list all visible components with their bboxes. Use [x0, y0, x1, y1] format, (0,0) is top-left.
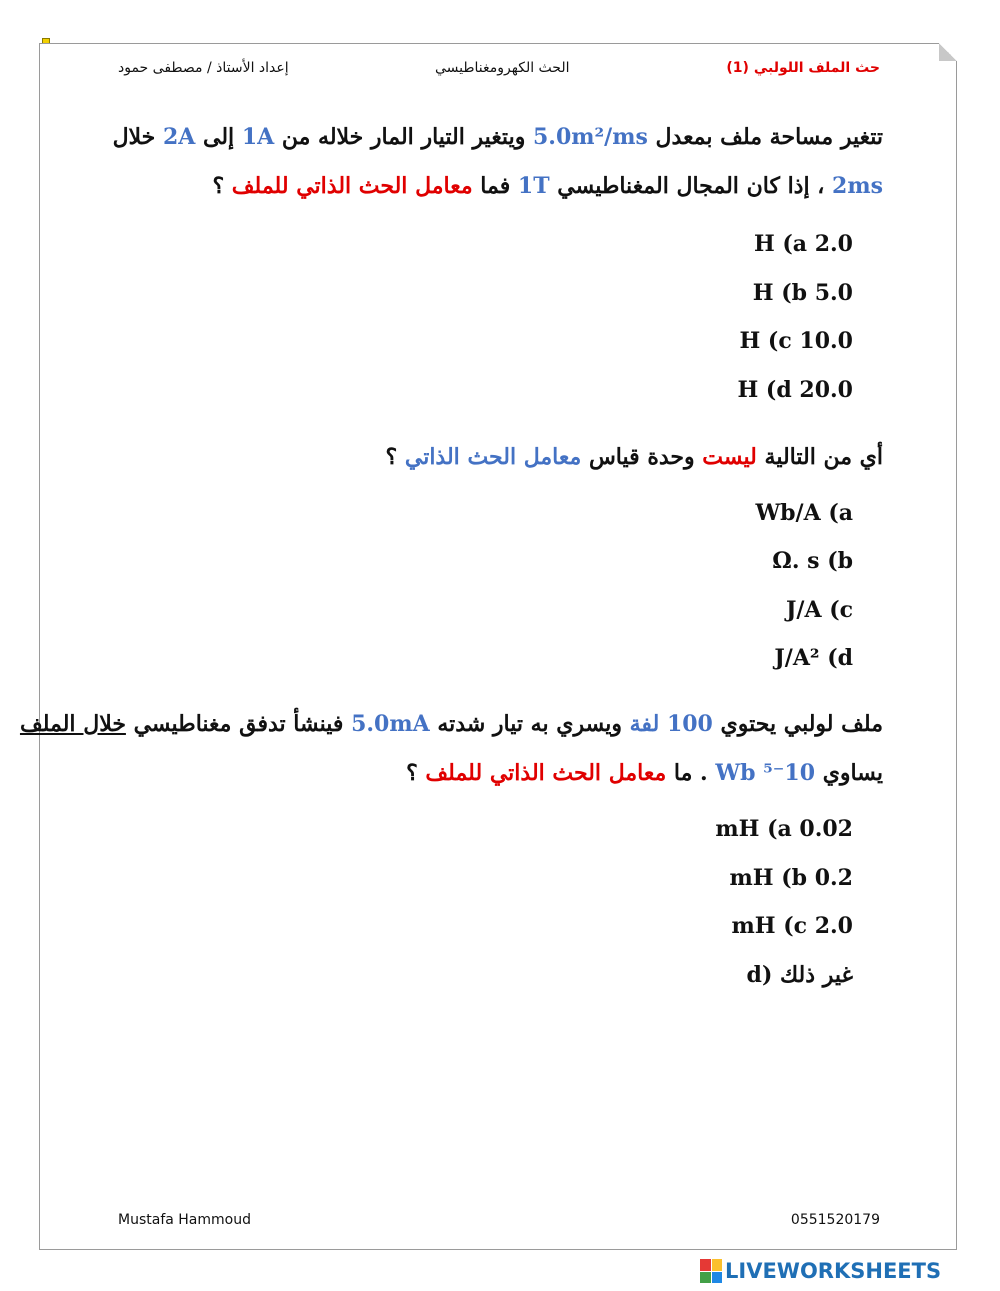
q1-value-current-start: 1A [241, 124, 275, 150]
q1-option-a[interactable]: 2.0 H (a [753, 231, 853, 257]
q3-text: فينشأ تدفق مغناطيسي [125, 711, 352, 737]
q3-highlight: معامل الحث الذاتي للملف [425, 760, 667, 786]
q3-value-turns: 100 لفة [629, 711, 713, 737]
question-2 [386, 433, 883, 482]
q1-value-field: 1T [517, 173, 550, 199]
header-title: حث الملف اللولبي (1) [726, 60, 880, 76]
liveworksheets-brand [700, 1258, 992, 1284]
q1-text: إلى [195, 124, 242, 150]
q1-text: تتغير مساحة ملف بمعدل [647, 124, 883, 150]
q3-value-current: 5.0mA [351, 711, 430, 737]
q2-option-a[interactable]: Wb/A (a [755, 500, 853, 526]
q1-option-b[interactable]: 5.0 H (b [752, 280, 853, 306]
page-fold-corner [939, 43, 957, 61]
question-1 [113, 113, 883, 211]
logo-square-green [700, 1272, 711, 1284]
q2-option-b[interactable]: Ω. s (b [772, 548, 853, 574]
header-author: إعداد الأستاذ / مصطفى حمود [118, 60, 289, 76]
q1-value-rate: 5.0m²/ms [532, 124, 648, 150]
q1-text: فما [472, 173, 518, 199]
footer-phone: 0551520179 [790, 1212, 880, 1228]
q1-option-c[interactable]: 10.0 H (c [739, 328, 853, 354]
q1-text: ؟ [212, 173, 232, 199]
q1-text: ويتغير التيار المار خلاله من [274, 124, 533, 150]
question-3 [20, 700, 883, 798]
q2-option-c[interactable]: J/A (c [786, 597, 853, 623]
liveworksheets-logo-icon [700, 1259, 722, 1283]
q2-option-d[interactable]: J/A² (d [774, 645, 853, 671]
logo-square-blue [712, 1272, 723, 1284]
brand-name: LIVEWORKSHEETS [725, 1259, 942, 1283]
q3-text: يساوي [815, 760, 883, 786]
q1-text: خلال [112, 124, 163, 150]
question-2-line-1 [386, 433, 883, 482]
logo-square-yellow [712, 1259, 723, 1271]
q3-text: . ما [666, 760, 716, 786]
q3-text: ؟ [406, 760, 426, 786]
q3-option-c[interactable]: 2.0 mH (c [731, 913, 853, 939]
question-3-line-1 [20, 700, 883, 749]
q3-option-a[interactable]: 0.02 mH (a [715, 816, 853, 842]
header-subject: الحث الكهرومغناطيسي [435, 60, 570, 76]
q1-value-time: 2ms [832, 173, 883, 199]
q3-option-d[interactable]: غير ذلك (d [746, 962, 853, 988]
q2-highlight-term: معامل الحث الذاتي [404, 444, 582, 470]
question-1-line-1 [113, 113, 883, 162]
q2-highlight-not: ليست [702, 444, 757, 470]
q1-highlight: معامل الحث الذاتي للملف [231, 173, 473, 199]
q2-text: أي من التالية [756, 444, 883, 470]
question-1-line-2 [113, 162, 883, 211]
q1-value-current-end: 2A [162, 124, 196, 150]
q2-text: ؟ [385, 444, 405, 470]
q2-text: وحدة قياس [581, 444, 703, 470]
q3-underlined-text: خلال الملف [19, 711, 126, 737]
logo-square-red [700, 1259, 711, 1271]
q3-value-flux: 10⁻⁵ Wb [715, 760, 816, 786]
q1-option-d[interactable]: 20.0 H (d [737, 377, 853, 403]
q3-text: ويسري به تيار شدته [429, 711, 630, 737]
footer-author-name: Mustafa Hammoud [118, 1212, 251, 1228]
q3-option-b[interactable]: 0.2 mH (b [729, 865, 853, 891]
question-3-line-2 [20, 749, 883, 798]
q3-text: ملف لولبي يحتوي [712, 711, 883, 737]
q1-text: ، إذا كان المجال المغناطيسي [549, 173, 833, 199]
